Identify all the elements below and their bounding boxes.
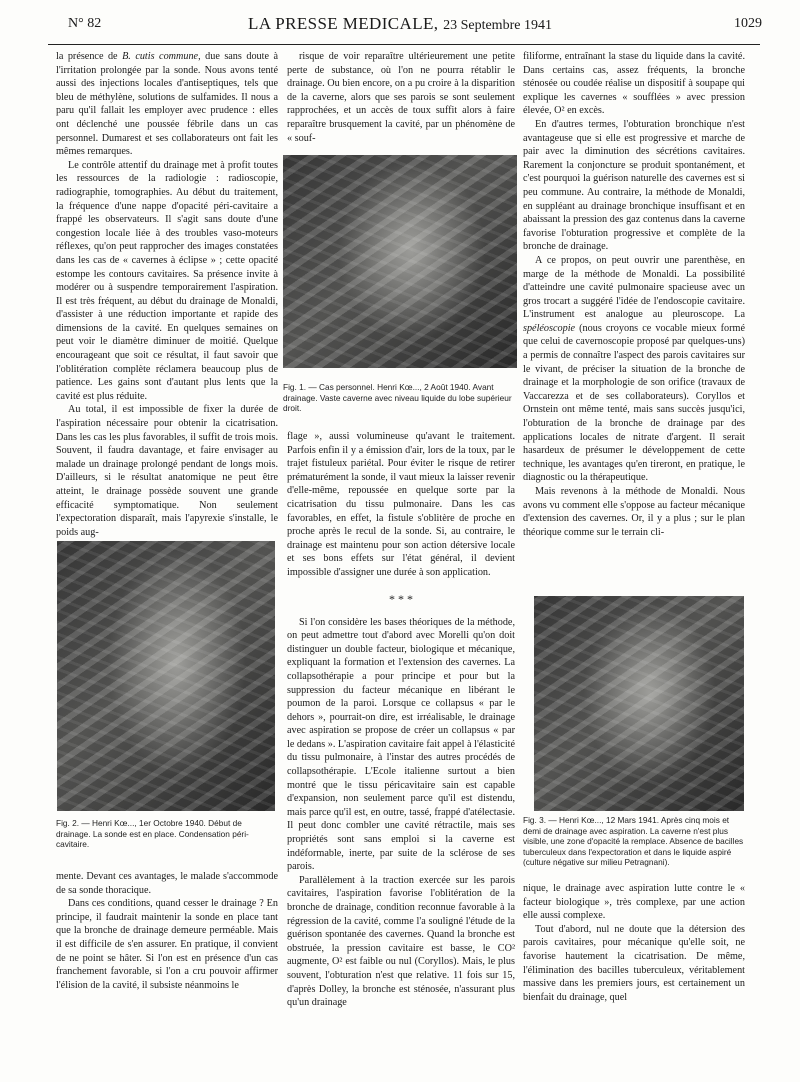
column-1-bottom	[56, 870, 278, 992]
figure-1-radiograph	[283, 155, 517, 368]
column-2-top	[287, 50, 515, 145]
paragraph: Tout d'abord, nul ne doute que la détersion des parois cavitaires, pour mécanique qu'elle soit, ne favorise hautement la cicatrisation. De même, l'élimination des bacilles tuberculeux, véritablement massive dans les premiers jours, est certainement un bienfait du drainage, quel	[523, 923, 745, 1003]
paragraph: mente. Devant ces avantages, le malade s'accommode de sa sonde thoracique.	[56, 871, 278, 896]
paragraph: filiforme, entraînant la stase du liquide dans la cavité. Dans certains cas, assez fréquents, la bronche sténosée ou coudée réalise un dispositif à soupape qui explique les cavernes « soufflées » avec pression élevée, O² en excès.	[523, 51, 745, 117]
paragraph: A ce propos, on peut ouvrir une parenthèse, en marge de la méthode de Monaldi. La possibilité d'atteindre une cavité pulmonaire spacieuse avec un gros trocart a suggéré l'idée de l'endoscopie cavitaire. L'instrument est analogue au pleuroscope. La spéléoscopie (nous croyons ce vocable mieux formé que celui de cavernoscopie proposé par quelques-uns) a permis de connaître l'aspect des parois cavitaires sur le vivant, de préciser la situation de la bronche de drainage et la morphologie de son orifice (travaux de Vaccarezza et de ses collaborateurs). Coryllos et Ornstein ont même tenté, mais sans succès jusqu'ici, l'obturation de la bronche de drainage par des applications locales de nitrate d'argent. Il serait hasardeux de présumer le développement de cette technique, les avantages qu'en tireront, en pratique, le diagnostic ou la thérapeutique.	[523, 254, 745, 484]
header-rule	[48, 44, 760, 45]
issue-number: N° 82	[68, 16, 102, 31]
paragraph: Au total, il est impossible de fixer la durée de l'aspiration nécessaire pour obtenir la cicatrisation. Dans les cas les plus favorables, il suffit de trois mois. Souvent, il faudra davantage, et faire envisager au malade un drainage prolongé pendant de longs mois. D'ailleurs, si le résultat anatomique ne peut être atteint, le drainage possède souvent une grande efficacité symptomatique. Non seulement l'expectoration disparaît, mais l'apyrexie s'installe, le poids aug-	[56, 404, 278, 538]
figure-2-radiograph	[57, 541, 275, 811]
page-number: 1029	[734, 16, 762, 31]
issue-date: 23 Septembre 1941	[443, 18, 552, 33]
paragraph: Parallèlement à la traction exercée sur les parois cavitaires, l'aspiration favorise l'oblitération de la bronche de drainage, condition reconnue favorable à la régression de la cavité, comme l'a souligné l'étude de la guérison spontanée des cavernes. Quand la bronche est obstruée, la pression cavitaire est basse, le CO² augmente, O² est faible ou nul (Coryllos). Mais, le plus souvent, l'obturation n'est que relative. 11 fois sur 15, d'après Dolley, la bronche est sténosée, n'assurant plus qu'un drainage	[287, 874, 515, 1009]
paragraph: risque de voir reparaître ultérieurement une petite perte de substance, où l'on ne pourra rétablir le drainage. Ou bien encore, on a pu croire à la disparition de la caverne, alors que ses parois se sont seulement rapprochées, et un accès de toux suffit alors à faire reparaître brusquement la cavité, par un phénomène de « souf-	[287, 51, 515, 144]
page-header	[38, 12, 762, 40]
paragraph: Mais revenons à la méthode de Monaldi. Nous avons vu comment elle s'oppose au facteur mécanique d'extension des cavernes. Or, il y a plus ; sur le plan théorique comme sur le terrain cli-	[523, 486, 745, 538]
figure-3-radiograph	[534, 596, 744, 811]
column-1-top	[56, 50, 278, 539]
paragraph: Le contrôle attentif du drainage met à profit toutes les ressources de la radiologie : radioscopie, radiographie, tomographies. Au début du traitement, la fréquence d'une nappe d'opacité péri-cavitaire a frappé les observateurs. Il s'agit sans doute d'une congestion locale liée à des troubles vaso-moteurs réflexes, qu'on peut rapprocher des images constatées dans les cas de « cavernes à éclipse » ; cette opacité estompe les contours cavitaires. Sa présence invite à modérer ou à suspendre temporairement l'aspiration. Il est très fréquent, au début du drainage de Monaldi, d'assister à une réduction importante et rapide des dimensions de la cavité. En quelques semaines on peut voir le diamètre diminuer de moitié. Quelque encourageant que soit ce résultat, il faut savoir que l'oblitération complète réclamera beaucoup plus de patience. Les gains sont d'autant plus lents que la cavité est plus réduite.	[56, 159, 278, 402]
paragraph: Dans ces conditions, quand cesser le drainage ? En principe, il faudrait maintenir la sonde en place tant que la bronche de drainage demeure perméable. Mais il est difficile de s'en assurer. En pratique, il convient de ne point se hâter. Si l'on est en présence d'un cas franchement favorable, si l'on a cru pouvoir affirmer l'élision de la cavité, il subsiste néanmoins le	[56, 898, 278, 991]
column-3-top	[523, 50, 745, 539]
journal-title	[38, 14, 762, 34]
column-3-bottom	[523, 882, 745, 1004]
paragraph: flage », aussi volumineuse qu'avant le traitement. Parfois enfin il y a émission d'air, lors de la toux, par le trajet fistuleux pariétal. Pour éviter le risque de retirer prématurément la sonde, il vaut mieux la laisser revenir d'elle-même, repoussée en quelque sorte par la cicatrisation du tissu pulmonaire. Dans les cas favorables, en effet, la fistule s'oblitère de proche en proche après le recul de la sonde. Si, au contraire, le drainage est maintenu pour son action détersive locale et ses bons effets sur l'état général, il devient impossible d'assigner une durée à son application.	[287, 431, 515, 578]
section-separator: * * *	[389, 591, 413, 606]
paragraph: En d'autres termes, l'obturation bronchique n'est avantageuse que si elle est progressive et marche de pair avec la diminution des sécrétions cavitaires. Rarement la conjoncture se produit spontanément, et c'est pourquoi la guérison naturelle des cavernes est si peu commune. Au contraire, la méthode de Monaldi, en suppléant au drainage bronchique insuffisant et en abaissant la pression des gaz contenus dans la caverne favorise l'obturation progressive et complète de la bronche de drainage.	[523, 118, 745, 253]
figure-3-caption: Fig. 3. — Henri Kœ..., 12 Mars 1941. Après cinq mois et demi de drainage avec aspiration. La caverne n'est plus visible, une zone d'opacité la remplace. Absence de bacilles tuberculeux dans l'expectoration et dans le liquide aspiré (culture négative sur milieu Petragnani).	[523, 815, 744, 867]
paragraph: la présence de B. cutis commune, due sans doute à l'irritation prolongée par la sonde. Nous avons tenté aussi des injections locales d'antiseptiques, tels que bleu de méthylène, solutions de sulfamides. Il nous a paru qu'il fallait les employer avec prudence : elles ont déclenché une poussée fébrile dans un cas personnel. Dumarest et ses collaborateurs ont fait les mêmes remarques.	[56, 51, 278, 158]
paragraph: Si l'on considère les bases théoriques de la méthode, on peut admettre tout d'abord avec Morelli qu'on doit distinguer un double facteur, biologique et mécanique, expliquant la formation et l'extension des cavernes. La collapsothérapie a pour principe et pour but la suppression du facteur mécanique en libérant le poumon de la paroi. Lorsque ce collapsus « par le dehors », pourrait-on dire, est irréalisable, le drainage avec aspiration se propose de créer un collapsus « par le dedans ». L'aspiration cavitaire fait appel à l'élasticité du tissu pulmonaire, à l'instar des autres procédés de collapsothérapie. L'Ecole italienne surtout a bien montré que le tissu péricavitaire sain est capable d'expansion, non seulement parce qu'il est distendu, mais parce qu'il est, en outre, tassé, frappé d'atélectasie. Il peut donc combler une cavité rétractile, mais ses propriétés sont sans emploi si la caverne est indéformable, inerte, par suite de la sclérose de ses parois.	[287, 616, 515, 873]
figure-1-caption: Fig. 1. — Cas personnel. Henri Kœ..., 2 Août 1940. Avant drainage. Vaste caverne avec niveau liquide du lobe supérieur droit.	[283, 382, 512, 413]
journal-name: LA PRESSE MEDICALE,	[248, 14, 439, 33]
figure-2-caption: Fig. 2. — Henri Kœ..., 1er Octobre 1940. Début de drainage. La sonde est en place. Condensation péri-cavitaire.	[56, 818, 249, 849]
paragraph: nique, le drainage avec aspiration lutte contre le « facteur biologique », très complexe, par une action elle aussi complexe.	[523, 883, 745, 922]
column-2-bottom	[287, 430, 515, 1010]
